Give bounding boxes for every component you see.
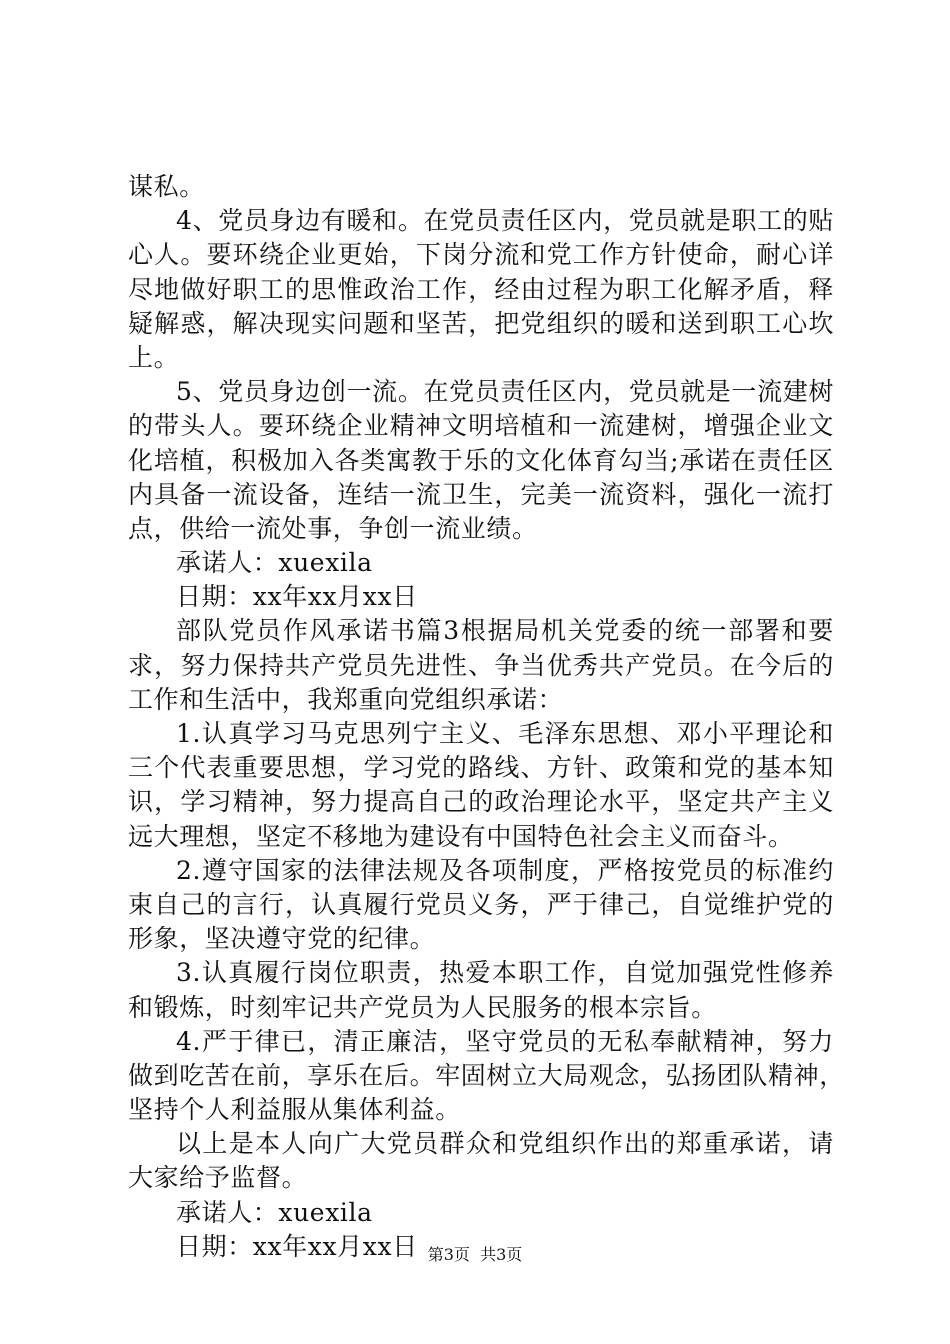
text-line: 5、党员身边创一流。在党员责任区内，党员就是一流建树 [176, 377, 834, 407]
text-line: 形象，坚决遵守党的纪律。 [128, 924, 436, 954]
section-heading-line: 部队党员作风承诺书篇3根据局机关党委的统一部署和要 [176, 616, 834, 646]
text-line: 点，供给一流处事，争创一流业绩。 [128, 513, 538, 543]
document-body [128, 170, 845, 1264]
text-line: 化培植，积极加入各类寓教于乐的文化体育勾当;承诺在责任区 [128, 445, 834, 475]
text-line: 4.严于律已，清正廉洁，坚守党员的无私奉献精神，努力 [176, 1026, 834, 1056]
text-line: 坚持个人利益服从集体利益。 [128, 1095, 461, 1125]
date-line: 日期：xx年xx月xx日 [176, 1231, 418, 1261]
text-line: 2.遵守国家的法律法规及各项制度，严格按党员的标准约 [176, 855, 834, 885]
text-line: 做到吃苦在前，享乐在后。牢固树立大局观念，弘扬团队精神， [128, 1060, 845, 1090]
text-line: 束自己的言行，认真履行党员义务，严于律己，自觉维护党的 [128, 889, 834, 919]
text-line: 以上是本人向广大党员群众和党组织作出的郑重承诺，请 [176, 1129, 834, 1159]
text-line: 疑解惑，解决现实问题和坚苦，把党组织的暖和送到职工心坎 [128, 308, 834, 338]
text-line: 求，努力保持共产党员先进性、争当优秀共产党员。在今后的 [128, 650, 834, 680]
signatory-line: 承诺人：xuexila [176, 1197, 373, 1227]
signatory-line: 承诺人：xuexila [176, 548, 373, 578]
text-line: 大家给予监督。 [128, 1163, 308, 1193]
text-line: 尽地做好职工的思惟政治工作，经由过程为职工化解矛盾，释 [128, 274, 834, 304]
text-line: 3.认真履行岗位职责，热爱本职工作，自觉加强党性修养 [176, 958, 834, 988]
text-line: 谋私。 [128, 172, 205, 201]
text-line: 4、党员身边有暖和。在党员责任区内，党员就是职工的贴 [176, 206, 834, 236]
text-line: 远大理想，坚定不移地为建设有中国特色社会主义而奋斗。 [128, 821, 794, 851]
date-line: 日期：xx年xx月xx日 [176, 582, 418, 612]
text-line: 内具备一流设备，连结一流卫生，完美一流资料，强化一流打 [128, 479, 834, 509]
text-line: 1.认真学习马克思列宁主义、毛泽东思想、邓小平理论和 [176, 719, 834, 748]
text-line: 和锻炼，时刻牢记共产党员为人民服务的根本宗旨。 [128, 992, 717, 1022]
text-line: 心人。要环绕企业更始，下岗分流和党工作方针使命，耐心详 [128, 240, 834, 270]
text-line: 识，学习精神，努力提高自己的政治理论水平，坚定共产主义 [128, 787, 834, 817]
text-line: 的带头人。要环绕企业精神文明培植和一流建树，增强企业文 [128, 411, 834, 441]
text-line: 工作和生活中，我郑重向党组织承诺： [128, 684, 564, 714]
page-number-footer: 第3页 共3页 [427, 1245, 523, 1264]
text-line: 三个代表重要思想，学习党的路线、方针、政策和党的基本知 [128, 753, 834, 783]
text-line: 上。 [128, 342, 180, 372]
